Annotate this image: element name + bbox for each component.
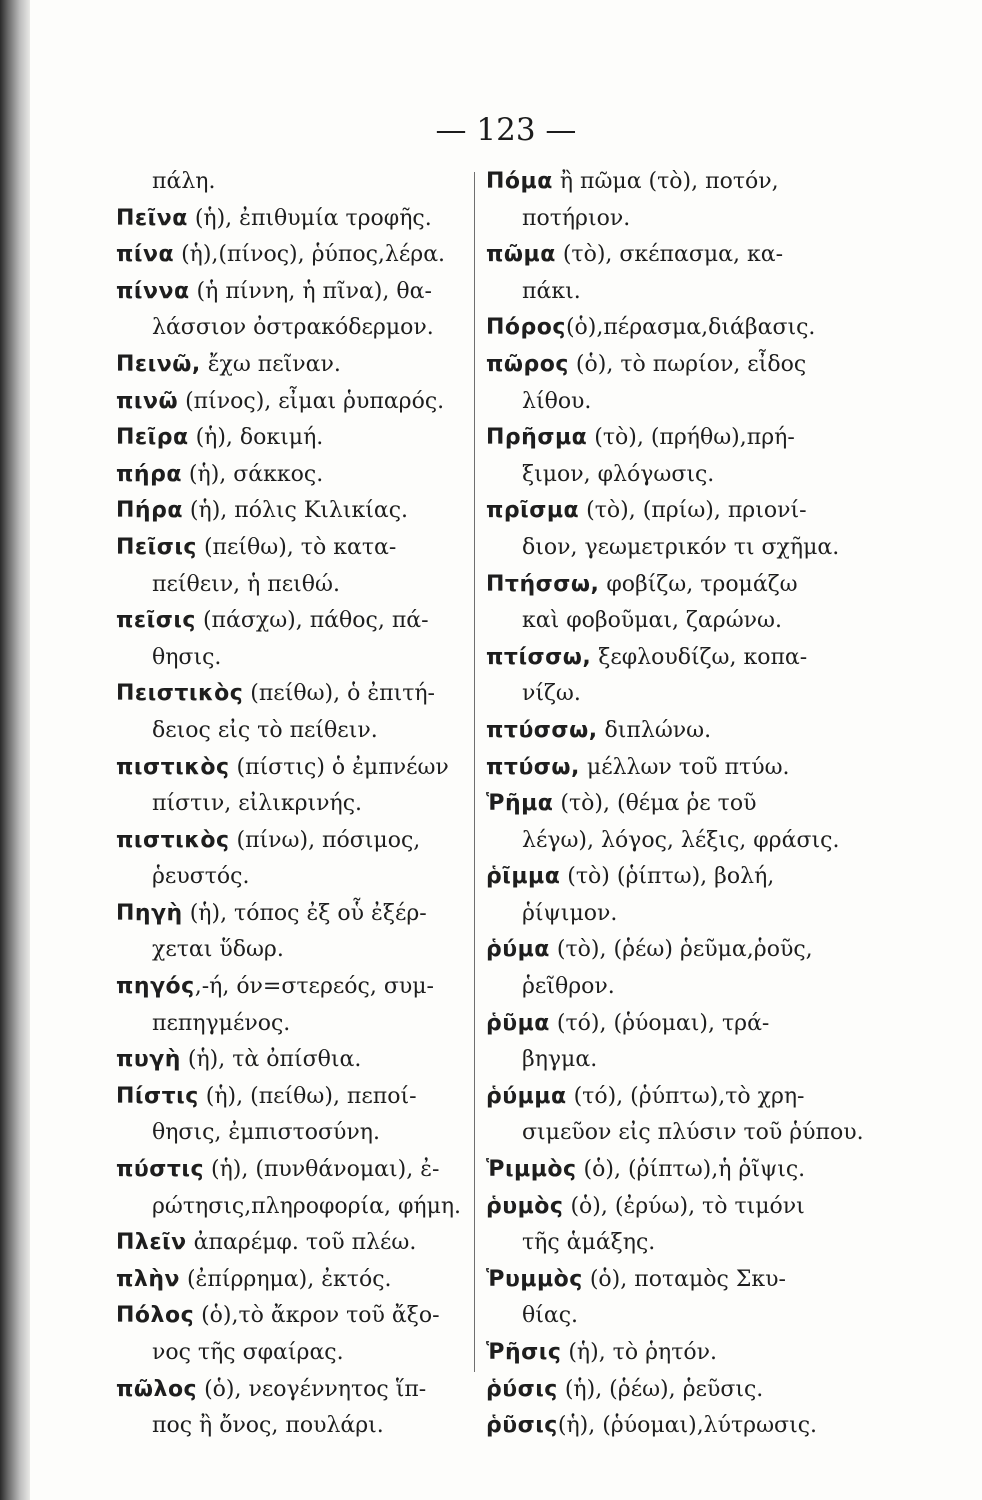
dictionary-entry-line (116, 274, 496, 311)
dictionary-entry-line (116, 384, 496, 421)
dictionary-entry-line (486, 859, 886, 896)
headword: πτίσσω, (486, 644, 592, 670)
dictionary-entry-line (116, 457, 496, 494)
definition-text: (ἡ), (ῥέω), ῥεῦσις. (557, 1376, 764, 1402)
dictionary-entry-line (116, 896, 496, 933)
dictionary-page (30, 0, 982, 1500)
definition-text: σιμεῦον εἰς πλύσιν τοῦ ῥύπου. (522, 1120, 864, 1146)
continuation-line (116, 859, 496, 896)
dictionary-entry-line (486, 420, 886, 457)
continuation-line (486, 823, 886, 860)
definition-text: (ἡ πίννη, ἡ πῖνα), θα- (189, 278, 432, 304)
continuation-line (116, 640, 496, 677)
headword: Ῥῆσις (486, 1340, 562, 1365)
definition-text: ποτήριον. (522, 205, 631, 231)
definition-text: βηγμα. (522, 1047, 598, 1073)
continuation-line (116, 1115, 496, 1152)
dictionary-entry-line (486, 164, 886, 201)
headword: ῥύμα (486, 937, 550, 963)
headword: πτύσω, (486, 754, 580, 780)
definition-text: ἔχω πεῖναν. (200, 351, 341, 377)
dictionary-entry-line (486, 1372, 886, 1409)
definition-text: ἀπαρέμφ. τοῦ πλέω. (186, 1230, 417, 1256)
dictionary-entry-line (486, 640, 886, 677)
dictionary-entry-line (116, 676, 496, 713)
headword: Πόλος (116, 1303, 195, 1329)
definition-text: θησις. (152, 644, 222, 670)
headword: ῥυμὸς (486, 1193, 564, 1219)
headword: ῥῖμμα (486, 864, 561, 890)
definition-text: (ἡ), (πείθω), πεποί- (198, 1083, 417, 1109)
definition-text: (πίστις) ὁ ἐμπνέων (229, 754, 449, 780)
definition-text: θίας. (522, 1303, 579, 1329)
dictionary-entry-line (486, 237, 886, 274)
definition-text: (πίνος), εἶμαι ῥυπαρός. (178, 388, 445, 414)
definition-text: ῥευστός. (152, 864, 250, 890)
dictionary-entry-line (486, 750, 886, 787)
headword: ῥύσις (486, 1376, 558, 1402)
headword: πῶρος (486, 351, 569, 377)
dictionary-entry-line (486, 1408, 886, 1445)
dictionary-entry-line (116, 1298, 496, 1335)
headword: πήρα (116, 461, 182, 487)
definition-text: πεπηγμένος. (152, 1010, 291, 1036)
definition-text: (πείθω), τὸ κατα- (196, 534, 397, 560)
headword: Πρῆσμα (486, 425, 588, 451)
continuation-line (116, 786, 496, 823)
left-column (116, 164, 496, 1445)
headword: πυγὴ (116, 1047, 181, 1073)
headword: πιστικὸς (116, 827, 230, 853)
headword: ῥύμμα (486, 1083, 567, 1109)
headword: Πόμα (486, 169, 553, 194)
definition-text: ἢ πῶμα (τὸ), ποτόν, (552, 169, 779, 194)
dictionary-entry-line (486, 1189, 886, 1226)
definition-text: λέγω), λόγος, λέξις, φράσις. (522, 827, 840, 853)
definition-text: (ἡ), τὸ ῥητόν. (561, 1340, 717, 1365)
dictionary-entry-line (116, 347, 496, 384)
definition-text: (ὁ), (ῥίπτω),ἡ ῥῖψις. (576, 1157, 806, 1183)
definition-text: νος τῆς σφαίρας. (152, 1340, 344, 1365)
definition-text: (ἡ), (ῥύομαι),λύτρωσις. (557, 1413, 818, 1439)
definition-text: χεται ὕδωρ. (152, 937, 284, 963)
definition-text: ῥίψιμον. (522, 900, 618, 926)
continuation-line (486, 530, 886, 567)
definition-text: (ὁ), ποταμὸς Σκυ- (582, 1266, 786, 1292)
page-number: — 123 — (435, 112, 577, 148)
definition-text: (τὸ), (πρήθω),πρή- (587, 425, 795, 451)
definition-text: (πείθω), ὁ ἐπιτή- (243, 681, 435, 707)
headword: Πίστις (116, 1083, 199, 1109)
dictionary-entry-line (116, 823, 496, 860)
dictionary-entry-line (116, 1042, 496, 1079)
definition-text: (τό), (ῥύομαι), τρά- (549, 1010, 770, 1036)
dictionary-entry-line (116, 1152, 496, 1189)
headword: Πεινῶ, (116, 351, 201, 377)
headword: πρῖσμα (486, 498, 580, 524)
continuation-line (116, 1335, 496, 1372)
dictionary-entry-line (116, 603, 496, 640)
dictionary-entry-line (116, 237, 496, 274)
dictionary-entry-line (116, 201, 496, 238)
headword: πῶλος (116, 1376, 198, 1402)
headword: πίνα (116, 242, 175, 268)
definition-text: πείθειν, ἡ πειθώ. (152, 571, 340, 597)
continuation-line (486, 896, 886, 933)
headword: πύστις (116, 1157, 205, 1183)
definition-text: (ἡ), δοκιμή. (188, 425, 324, 451)
definition-text: δειος εἰς τὸ πείθειν. (152, 717, 378, 743)
headword: πινῶ (116, 388, 179, 414)
continuation-line (486, 603, 886, 640)
continuation-line (486, 969, 886, 1006)
definition-text: πάκι. (522, 278, 581, 304)
definition-text: (πίνω), πόσιμος, (229, 827, 421, 853)
definition-text: (ὁ), νεογέννητος ἵπ- (197, 1376, 427, 1402)
dictionary-entry-line (486, 932, 886, 969)
continuation-line (116, 713, 496, 750)
definition-text: (ὁ),πέρασμα,διάβασις. (565, 315, 816, 341)
definition-text: μέλλων τοῦ πτύω. (579, 754, 790, 780)
definition-text: ξιμον, φλόγωσις. (522, 461, 715, 487)
definition-text: θησις, ἐμπιστοσύνη. (152, 1120, 380, 1146)
dictionary-entry-line (116, 1262, 496, 1299)
dictionary-entry-line (486, 310, 886, 347)
headword: Ῥῆμα (486, 791, 554, 817)
definition-text: (τό), (ῥύπτω),τὸ χρη- (566, 1083, 805, 1109)
dictionary-entry-line (116, 420, 496, 457)
definition-text: τῆς ἁμάξης. (522, 1230, 656, 1256)
definition-text: καὶ φοβοῦμαι, ζαρώνω. (522, 608, 782, 634)
continuation-line (486, 274, 886, 311)
definition-text: πος ἢ ὄνος, πουλάρι. (152, 1413, 384, 1439)
dictionary-entry-line (486, 1262, 886, 1299)
dictionary-entry-line (486, 347, 886, 384)
dictionary-entry-line (486, 1006, 886, 1043)
headword: ῥῦμα (486, 1010, 550, 1036)
dictionary-entry-line (486, 567, 886, 604)
continuation-line (116, 310, 496, 347)
definition-text: ξεφλουδίζω, κοπα- (591, 644, 808, 670)
headword: Ῥυμμὸς (486, 1266, 583, 1292)
definition-text: νίζω. (522, 681, 581, 707)
dictionary-entry-line (116, 530, 496, 567)
definition-text: (ἡ), τόπος ἐξ οὗ ἐξέρ- (182, 900, 427, 926)
continuation-line (116, 1006, 496, 1043)
definition-text: (ἡ),(πίνος), ῥύπος,λέρα. (174, 242, 446, 268)
definition-text: (τὸ), (ῥέω) ῥεῦμα,ῥοῦς, (549, 937, 813, 963)
dictionary-entry-line (116, 969, 496, 1006)
headword: Πηγὴ (116, 900, 183, 926)
definition-text: (τὸ) (ῥίπτω), βολή, (560, 864, 775, 890)
definition-text: (ὁ), (ἐρύω), τὸ τιμόνι (563, 1193, 805, 1219)
definition-text: (ἡ), ἐπιθυμία τροφῆς. (187, 205, 432, 231)
definition-text: ῥεῖθρον. (522, 974, 615, 1000)
definition-text: (τὸ), (πρίω), πριονί- (579, 498, 807, 524)
definition-text: ρώτησις,πληροφορία, φήμη. (152, 1193, 462, 1219)
dictionary-entry-line (486, 786, 886, 823)
dictionary-entry-line (486, 1335, 886, 1372)
continuation-line (116, 1408, 496, 1445)
definition-text: πάλη. (152, 169, 216, 194)
headword: Πλεῖν (116, 1230, 187, 1256)
headword: πεῖσις (116, 608, 196, 634)
dictionary-entry-line (116, 1079, 496, 1116)
headword: Πεῖσις (116, 534, 197, 560)
dictionary-entry-line (116, 493, 496, 530)
definition-text: (ἡ), τὰ ὀπίσθια. (180, 1047, 362, 1073)
definition-text: διπλώνω. (597, 717, 712, 743)
definition-text: ,-ή, όν=στερεός, συμ- (194, 974, 434, 1000)
headword: Πειστικὸς (116, 681, 244, 707)
dictionary-entry-line (486, 493, 886, 530)
continuation-line (486, 676, 886, 713)
definition-text: (πάσχω), πάθος, πά- (195, 608, 429, 634)
headword: Πεῖνα (116, 205, 188, 231)
headword: Πήρα (116, 498, 183, 524)
definition-text: (ὁ),τὸ ἄκρον τοῦ ἄξο- (194, 1303, 440, 1329)
right-column (486, 164, 886, 1445)
book-binding-edge (0, 0, 30, 1500)
definition-text: (τὸ), σκέπασμα, κα- (555, 242, 784, 268)
headword: ῥῦσις (486, 1413, 558, 1439)
dictionary-entry-line (116, 1372, 496, 1409)
continuation-line (116, 567, 496, 604)
definition-text: (ἡ), (πυνθάνομαι), ἐ- (204, 1157, 440, 1183)
definition-text: φοβίζω, τρομάζω (599, 571, 798, 597)
continuation-line (116, 932, 496, 969)
dictionary-entry-line (486, 1079, 886, 1116)
headword: πλὴν (116, 1266, 180, 1292)
continuation-line (486, 1225, 886, 1262)
dictionary-entry-line (486, 713, 886, 750)
definition-text: διον, γεωμετρικόν τι σχῆμα. (522, 534, 840, 560)
dictionary-entry-line (486, 1152, 886, 1189)
continuation-line (486, 1042, 886, 1079)
continuation-line (116, 164, 496, 201)
continuation-line (116, 1189, 496, 1226)
headword: πῶμα (486, 242, 556, 268)
definition-text: λάσσιον ὀστρακόδερμον. (152, 315, 434, 341)
continuation-line (486, 201, 886, 238)
headword: πηγός (116, 974, 195, 1000)
dictionary-entry-line (116, 750, 496, 787)
definition-text: (ἡ), σάκκος. (181, 461, 324, 487)
headword: πίννα (116, 278, 190, 304)
headword: Πτήσσω, (486, 571, 600, 597)
definition-text: πίστιν, εἰλικρινής. (152, 791, 363, 817)
definition-text: (ἡ), πόλις Κιλικίας. (182, 498, 409, 524)
continuation-line (486, 1298, 886, 1335)
definition-text: (τὸ), (θέμα ῥε τοῦ (553, 791, 757, 817)
continuation-line (486, 384, 886, 421)
headword: πτύσσω, (486, 717, 598, 743)
dictionary-entry-line (116, 1225, 496, 1262)
headword: Ῥιμμὸς (486, 1157, 577, 1183)
headword: Πόρος (486, 315, 566, 341)
headword: Πεῖρα (116, 425, 189, 451)
continuation-line (486, 457, 886, 494)
definition-text: (ὁ), τὸ πωρίον, εἶδος (568, 351, 807, 377)
continuation-line (486, 1115, 886, 1152)
definition-text: λίθου. (522, 388, 592, 414)
headword: πιστικὸς (116, 754, 230, 780)
definition-text: (ἐπίρρημα), ἐκτός. (179, 1266, 392, 1292)
